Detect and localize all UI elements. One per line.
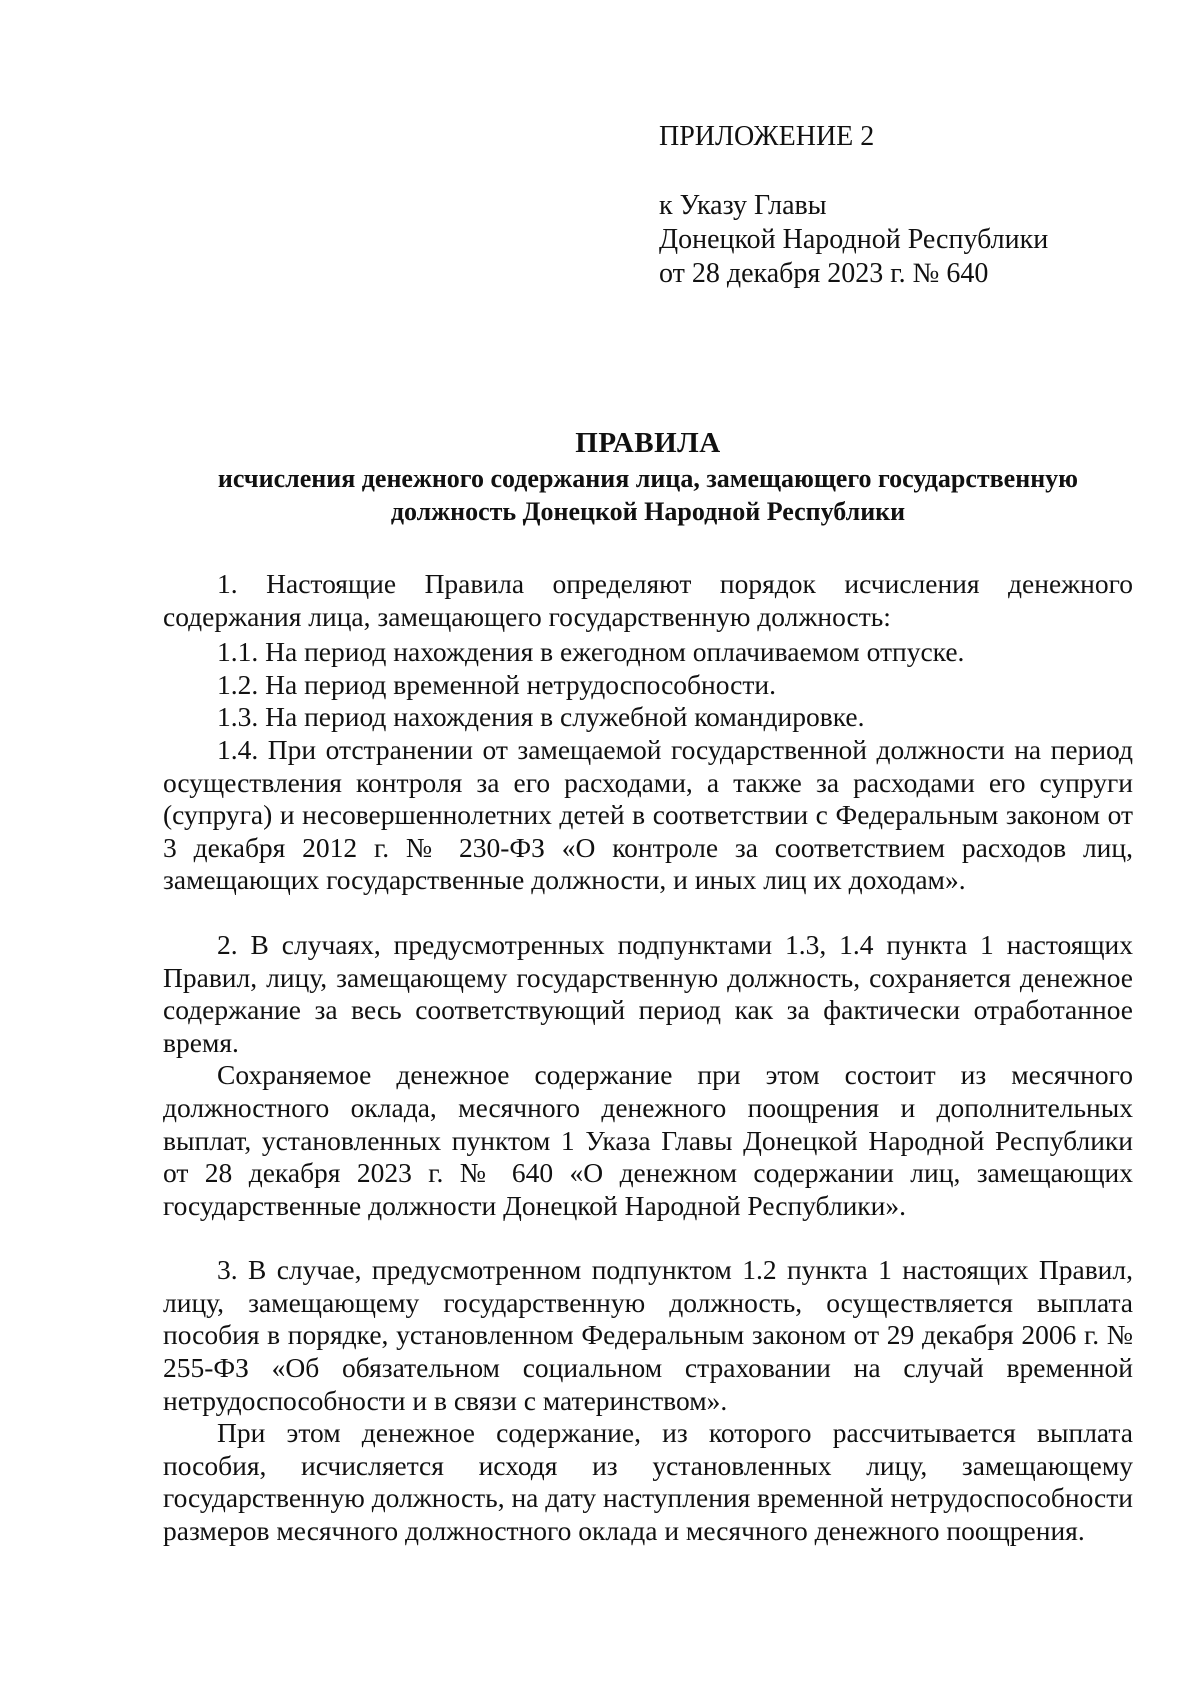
paragraph-2-continued: Сохраняемое денежное содержание при этом состоит из месячного должностного оклада, месячного денежного поощрения и дополнительных выплат, установленных пунктом 1 Указа Главы Донецкой Народной Республики от 28 декабря 2023 г. № 640 «О денежном содержании лиц, замещающих государственные должности Донецкой Народной Республики». — [163, 1059, 1133, 1221]
document-title-block — [163, 426, 1133, 528]
paragraph-3: 3. В случае, предусмотренном подпунктом 1.2 пункта 1 настоящих Правил, лицу, замещающему государственную должность, осуществляется выплата пособия в порядке, установленном Федеральным законом от 29 декабря 2006 г. № 255-ФЗ «Об обязательном социальном страховании на случай временной нетрудоспособности и в связи с материнством». — [163, 1254, 1133, 1416]
paragraph-3-continued: При этом денежное содержание, из которого рассчитывается выплата пособия, исчисляется исходя из установленных лицу, замещающему государственную должность, на дату наступления временной нетрудоспособности размеров месячного должностного оклада и месячного денежного поощрения. — [163, 1417, 1133, 1547]
decree-reference-line: к Указу Главы — [659, 190, 827, 221]
paragraph-2: 2. В случаях, предусмотренных подпунктами 1.3, 1.4 пункта 1 настоящих Правил, лицу, замещающему государственную должность, сохраняется денежное содержание за весь соответствующий период как за фактически отработанное время. — [163, 928, 1133, 1058]
paragraph-1-1: 1.1. На период нахождения в ежегодном оплачиваемом отпуске. — [217, 636, 965, 668]
appendix-header — [659, 120, 1099, 291]
paragraph-1-2: 1.2. На период временной нетрудоспособности. — [217, 668, 776, 700]
paragraph-1-4: 1.4. При отстранении от замещаемой государственной должности на период осуществления контроля за его расходами, а также за расходами его супруги (супруга) и несовершеннолетних детей в соответствии с Федеральным законом от 3 декабря 2012 г. № 230-ФЗ «О контроле за соответствием расходов лиц, замещающих государственные должности, и иных лиц их доходам». — [163, 733, 1133, 896]
decree-date-number: от 28 декабря 2023 г. № 640 — [659, 258, 989, 289]
paragraph-1: 1. Настоящие Правила определяют порядок исчисления денежного содержания лица, замещающего государственную должность: — [163, 568, 1133, 632]
paragraph-1-3: 1.3. На период нахождения в служебной командировке. — [217, 701, 865, 733]
document-title: ПРАВИЛА — [575, 427, 721, 459]
decree-reference-line: Донецкой Народной Республики — [659, 224, 1049, 255]
document-body — [163, 568, 1133, 1548]
appendix-label: ПРИЛОЖЕНИЕ 2 — [659, 121, 875, 152]
document-subtitle: исчисления денежного содержания лица, замещающего государственную должность Донецкой Народной Республики — [217, 464, 1079, 526]
